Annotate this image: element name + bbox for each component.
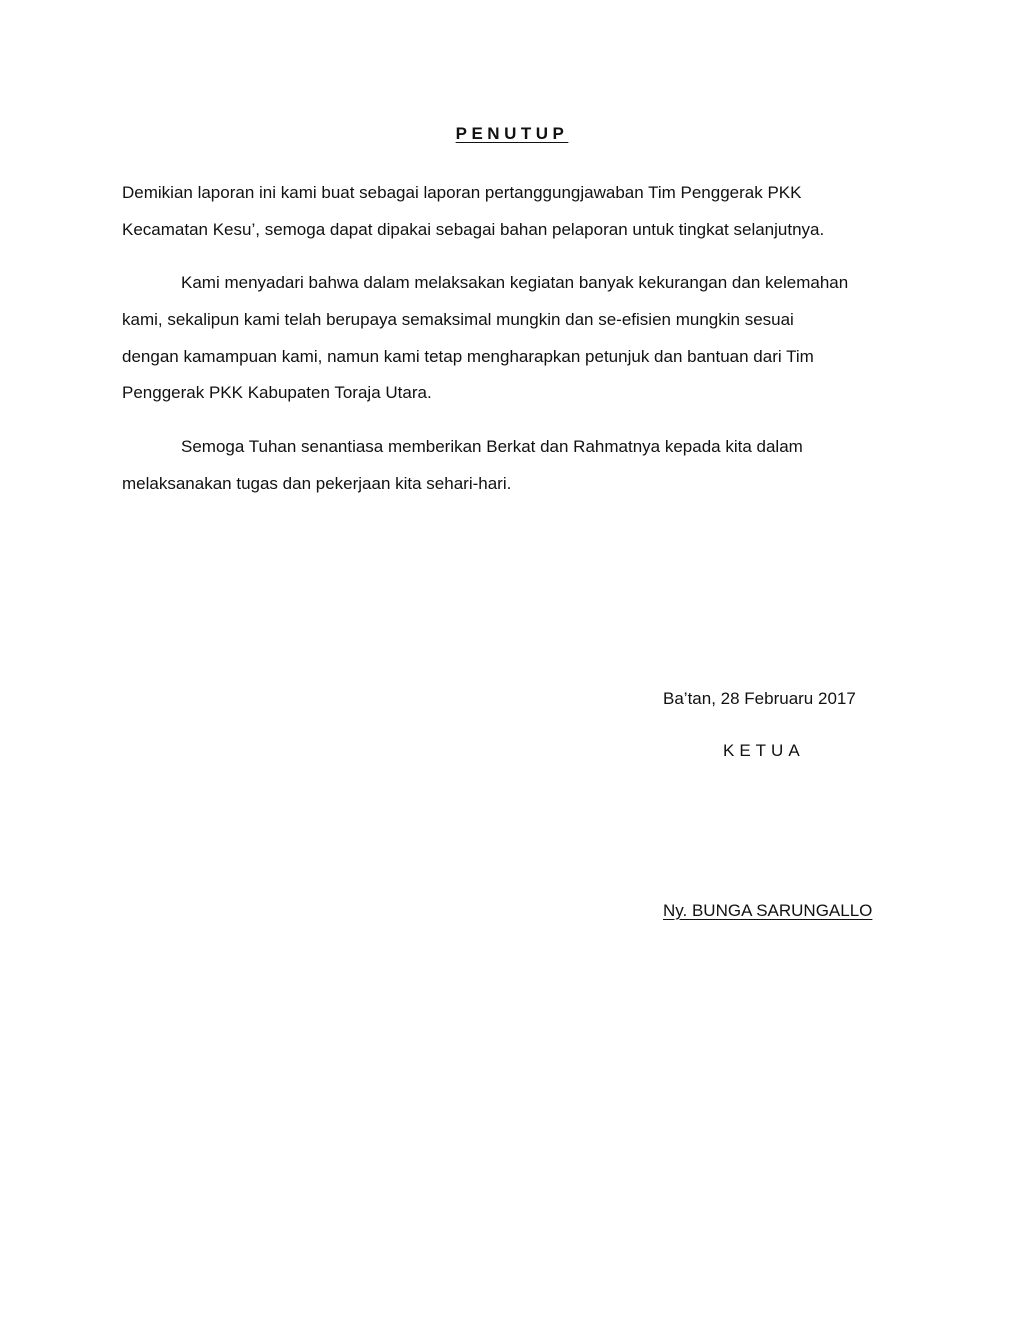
paragraph-2-line-2: kami, sekalipun kami telah berupaya semaksimal mungkin dan se-efisien mungkin sesuai: [122, 310, 794, 329]
paragraph-2-line-3: dengan kamampuan kami, namun kami tetap mengharapkan petunjuk dan bantuan dari Tim: [122, 347, 814, 366]
paragraph-2-line-1: Kami menyadari bahwa dalam melaksakan kegiatan banyak kekurangan dan kelemahan: [181, 273, 849, 292]
signature-name: Ny. BUNGA SARUNGALLO: [663, 901, 873, 920]
paragraph-3-line-1: Semoga Tuhan senantiasa memberikan Berkat dan Rahmatnya kepada kita dalam: [181, 437, 803, 456]
paragraph-1-line-1: Demikian laporan ini kami buat sebagai laporan pertanggungjawaban Tim Penggerak PKK: [122, 183, 802, 202]
page-title: PENUTUP: [455, 124, 569, 143]
paragraph-1-line-2: Kecamatan Kesu’, semoga dapat dipakai sebagai bahan pelaporan untuk tingkat selanjutnya.: [122, 220, 825, 239]
paragraph-2-line-4: Penggerak PKK Kabupaten Toraja Utara.: [122, 383, 432, 402]
signature-place-date: Ba’tan, 28 Februaru 2017: [663, 689, 856, 708]
signature-role: KETUA: [723, 741, 805, 760]
paragraph-3-line-2: melaksanakan tugas dan pekerjaan kita sehari-hari.: [122, 474, 512, 493]
